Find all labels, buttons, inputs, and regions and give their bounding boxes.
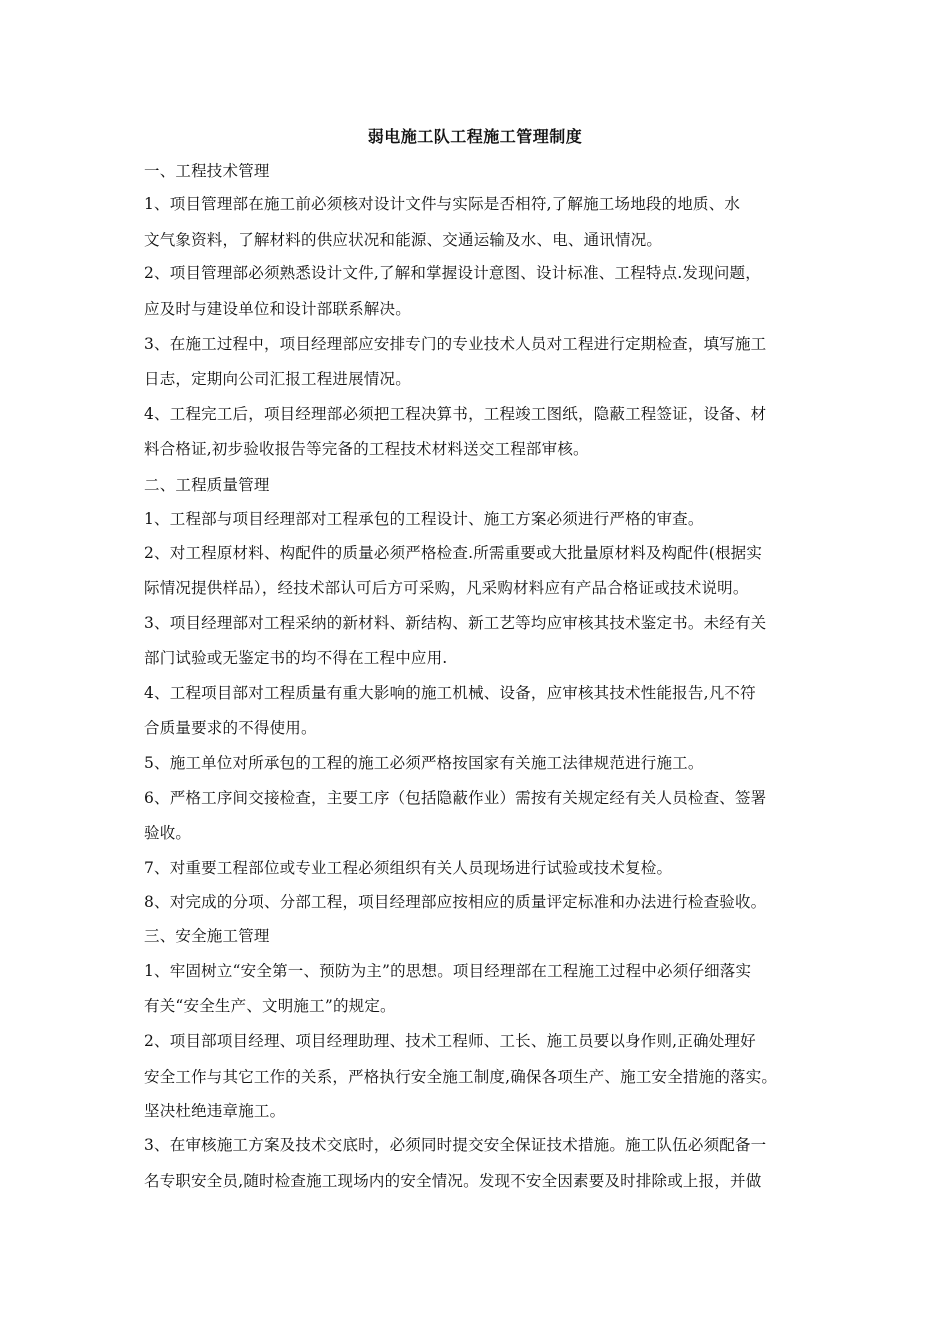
paragraph-line: 3、在审核施工方案及技术交底时，必须同时提交安全保证技术措施。施工队伍必须配备一 <box>144 1136 767 1154</box>
paragraph-line: 8、对完成的分项、分部工程，项目经理部应按相应的质量评定标准和办法进行检查验收。 <box>144 893 767 911</box>
paragraph-line: 料合格证,初步验收报告等完备的工程技术材料送交工程部审核。 <box>144 440 589 458</box>
paragraph-line: 坚决杜绝违章施工。 <box>144 1102 286 1120</box>
section-heading: 二、工程质量管理 <box>144 476 270 494</box>
paragraph-line: 日志，定期向公司汇报工程进展情况。 <box>144 370 411 388</box>
paragraph-line: 2、对工程原材料、构配件的质量必须严格检查.所需重要或大批量原材料及构配件(根据实 <box>144 544 763 562</box>
paragraph-line: 6、严格工序间交接检查，主要工序（包括隐蔽作业）需按有关规定经有关人员检查、签署 <box>144 789 767 807</box>
paragraph-line: 有关“安全生产、文明施工”的规定。 <box>144 997 396 1015</box>
paragraph-line: 合质量要求的不得使用。 <box>144 719 317 737</box>
paragraph-line: 验收。 <box>144 824 192 842</box>
paragraph-line: 名专职安全员,随时检查施工现场内的安全情况。发现不安全因素要及时排除或上报，并做 <box>144 1172 762 1190</box>
section-heading: 一、工程技术管理 <box>144 162 270 180</box>
paragraph-line: 部门试验或无鉴定书的均不得在工程中应用. <box>144 649 448 667</box>
paragraph-line: 1、项目管理部在施工前必须核对设计文件与实际是否相符,了解施工场地段的地质、水 <box>144 195 741 213</box>
document-title: 弱电施工队工程施工管理制度 <box>367 127 583 146</box>
paragraph-line: 3、项目经理部对工程采纳的新材料、新结构、新工艺等均应审核其技术鉴定书。未经有关 <box>144 614 767 632</box>
paragraph-line: 安全工作与其它工作的关系，严格执行安全施工制度,确保各项生产、施工安全措施的落实。 <box>144 1068 778 1086</box>
paragraph-line: 1、工程部与项目经理部对工程承包的工程设计、施工方案必须进行严格的审查。 <box>144 510 704 528</box>
paragraph-line: 4、工程项目部对工程质量有重大影响的施工机械、设备，应审核其技术性能报告,凡不符 <box>144 684 756 702</box>
paragraph-line: 1、牢固树立“安全第一、预防为主”的思想。项目经理部在工程施工过程中必须仔细落实 <box>144 962 752 980</box>
paragraph-line: 2、项目部项目经理、项目经理助理、技术工程师、工长、施工员要以身作则,正确处理好 <box>144 1032 756 1050</box>
paragraph-line: 2、项目管理部必须熟悉设计文件,了解和掌握设计意图、设计标准、工程特点.发现问题， <box>144 264 761 282</box>
paragraph-line: 际情况提供样品），经技术部认可后方可采购，凡采购材料应有产品合格证或技术说明。 <box>144 579 749 597</box>
paragraph-line: 7、对重要工程部位或专业工程必须组织有关人员现场进行试验或技术复检。 <box>144 859 673 877</box>
paragraph-line: 5、施工单位对所承包的工程的施工必须严格按国家有关施工法律规范进行施工。 <box>144 754 704 772</box>
paragraph-line: 4、工程完工后，项目经理部必须把工程决算书，工程竣工图纸，隐蔽工程签证，设备、材 <box>144 405 767 423</box>
paragraph-line: 3、在施工过程中，项目经理部应安排专门的专业技术人员对工程进行定期检查，填写施工 <box>144 335 767 353</box>
paragraph-line: 文气象资料，了解材料的供应状况和能源、交通运输及水、电、通讯情况。 <box>144 231 663 249</box>
section-heading: 三、安全施工管理 <box>144 927 270 945</box>
paragraph-line: 应及时与建设单位和设计部联系解决。 <box>144 300 411 318</box>
